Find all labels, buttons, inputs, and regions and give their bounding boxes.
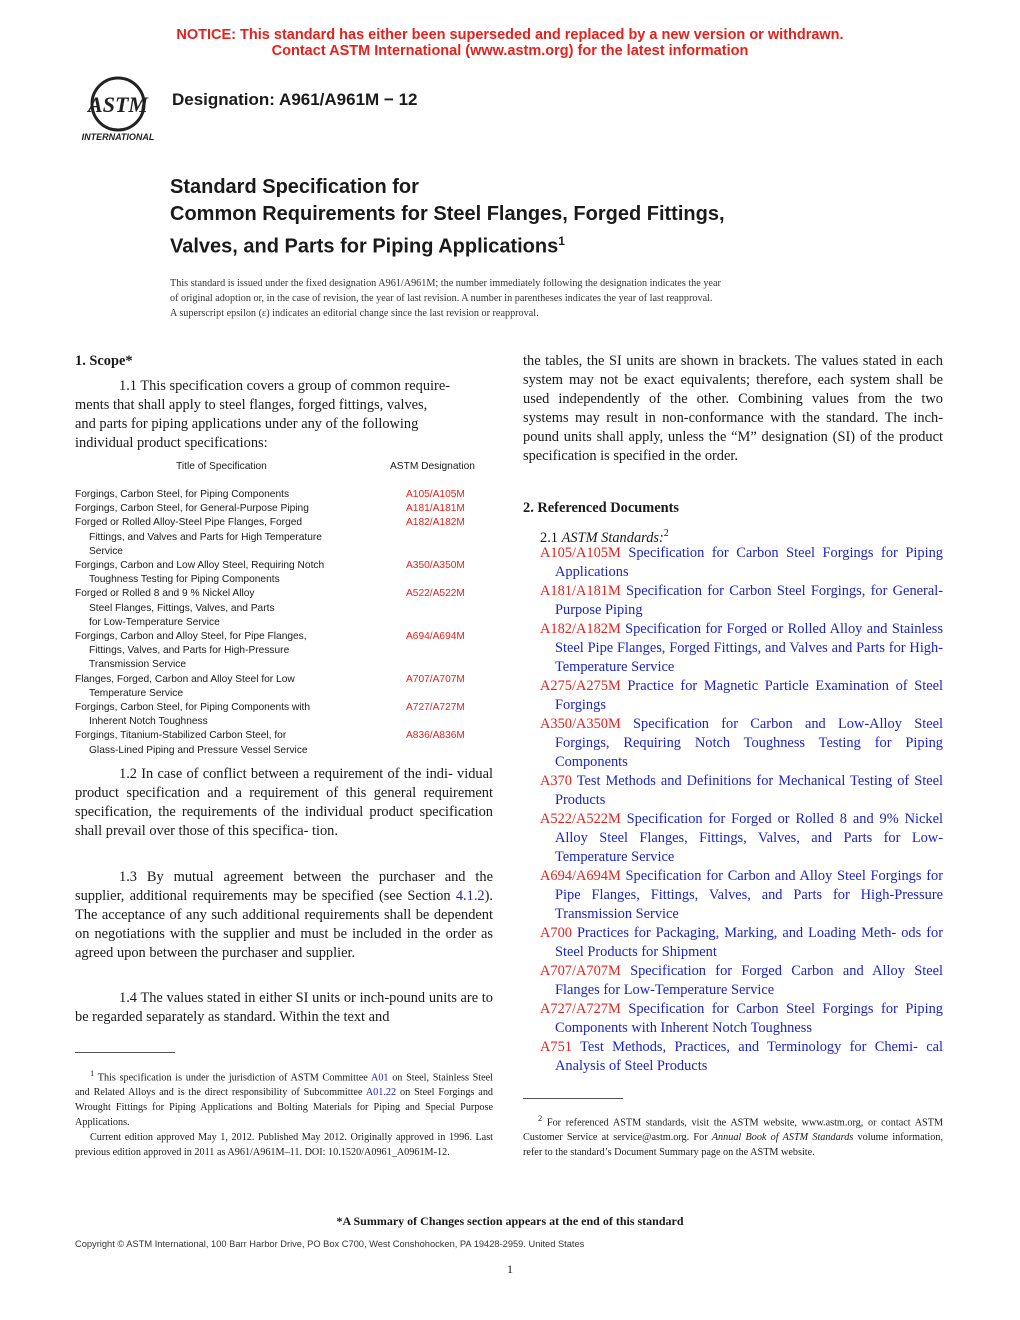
spec-title-line: Steel Flanges, Fittings, Valves, and Parts	[89, 602, 275, 614]
standard-title-link[interactable]: Practices for Packaging, Marking, and Loading Meth- ods for Steel Products for Shipment	[555, 925, 943, 960]
standard-title-link[interactable]: Specification for Carbon and Alloy Steel Forgings for Pipe Flanges, Fittings, Valves, and Parts for High-Pressure Transmission Service	[555, 868, 943, 922]
spec-title-line: Inherent Notch Toughness	[89, 716, 208, 728]
standard-title-link[interactable]: Specification for Carbon Steel Forgings for Piping Applications	[555, 545, 943, 580]
spec-designation-link[interactable]: A836/A836M	[406, 730, 465, 742]
spec-designation-link[interactable]: A105/A105M	[406, 489, 465, 500]
title-line-3-text: Valves, and Parts for Piping Applications	[170, 235, 559, 258]
notice-line-1: NOTICE: This standard has either been superseded and replaced by a new version or withdrawn.	[176, 27, 844, 43]
spec-designation-link[interactable]: A522/A522M	[406, 588, 465, 600]
footnote-divider-left	[75, 1052, 175, 1053]
committee-a01-link[interactable]: A01	[370, 1072, 389, 1084]
notice-line-2: Contact ASTM International (www.astm.org) for the latest information	[271, 43, 749, 59]
astm-logo	[72, 74, 164, 146]
scope-1-1-line-4: individual product specifications:	[75, 435, 268, 451]
designation: Designation: A961/A961M − 12	[172, 90, 418, 109]
spec-title-line: Forgings, Carbon and Low Alloy Steel, Requiring Notch	[75, 560, 325, 572]
footnote-2-part-b: volume information, refer to the standard’s Document Summary page on the ASTM website.	[523, 1132, 943, 1159]
spec-title-line: Forgings, Carbon Steel, for General-Purpose Piping	[75, 503, 309, 515]
spec-designation-link[interactable]: A350/A350M	[406, 560, 465, 572]
standard-code-link[interactable]: A694/A694M	[540, 868, 621, 884]
scope-1-2	[75, 765, 493, 841]
standard-code-link[interactable]: A105/A105M	[540, 545, 621, 561]
title-line-1: Standard Specification for	[170, 176, 419, 198]
spec-title-line: Flanges, Forged, Carbon and Alloy Steel for Low	[75, 673, 295, 685]
footnote-1-part-c: on Steel Forgings and Wrought Fittings for Piping Applications and Bolting Materials for Piping and Special Purpose Applications.	[75, 1087, 494, 1129]
footnote-1-para-1	[75, 1066, 493, 1130]
svg-text:INTERNATIONAL: INTERNATIONAL	[81, 132, 155, 142]
referenced-document	[540, 1000, 943, 1038]
table-row	[75, 488, 493, 502]
footnote-2-italic: Annual Book of ASTM Standards	[711, 1132, 854, 1144]
scope-1-2-text: 1.2 In case of conflict between a requirement of the indi- vidual product specification and a requirement of this general requirement specification, the requirements of the individual product specification shall prevail over those of this specifica- tion.	[75, 766, 493, 839]
spec-title	[75, 587, 375, 630]
table-row	[75, 559, 493, 587]
standard-code-link[interactable]: A727/A727M	[540, 1001, 621, 1017]
standard-title-link[interactable]: Specification for Forged or Rolled 8 and 9% Nickel Alloy Steel Flanges, Fittings, Valves, and Parts for Low-Temperature Service	[555, 811, 943, 865]
standard-code-link[interactable]: A275/A275M	[540, 678, 621, 694]
referenced-document	[540, 924, 943, 962]
spec-title-line: Transmission Service	[89, 659, 186, 671]
subheading-label: ASTM Standards:	[561, 529, 664, 546]
spec-designation-link[interactable]: A181/A181M	[406, 503, 465, 515]
issuance-line-3: A superscript epsilon (ε) indicates an editorial change since the last revision or reapproval.	[170, 308, 539, 319]
standard-code-link[interactable]: A182/A182M	[540, 621, 621, 637]
scope-1-3-part-b: ). The acceptance of any such additional requirements shall be dependent on negotiations with the supplier and must be included in the order as agreed upon between the purchaser and supplier.	[75, 888, 493, 961]
issuance-line-2: of original adoption or, in the case of revision, the year of last revision. A number in parentheses indicates the year of last reapproval.	[170, 293, 713, 304]
standard-title-link[interactable]: Test Methods and Definitions for Mechanical Testing of Steel Products	[555, 773, 943, 808]
spec-title	[75, 559, 375, 587]
footnote-2-part-a: For referenced ASTM standards, visit the ASTM website, www.astm.org, or contact ASTM Customer Service at service@astm.org. For	[523, 1117, 943, 1144]
referenced-document	[540, 867, 943, 924]
scope-1-3-text	[75, 868, 493, 963]
spec-title-line: Forged or Rolled 8 and 9 % Nickel Alloy	[75, 588, 255, 600]
standard-code-link[interactable]: A522/A522M	[540, 811, 621, 827]
footnote-2	[523, 1111, 943, 1160]
spec-designation-link[interactable]: A707/A707M	[406, 673, 465, 685]
spec-title	[75, 516, 375, 559]
referenced-documents-heading: 2. Referenced Documents	[523, 500, 679, 516]
spec-title	[75, 673, 375, 701]
spec-title-line: Toughness Testing for Piping Components	[89, 574, 280, 586]
spec-title-line: Glass-Lined Piping and Pressure Vessel Service	[89, 744, 308, 756]
standard-title-link[interactable]: Specification for Carbon and Low-Alloy Steel Forgings, Requiring Notch Toughness Testing for Piping Components	[555, 716, 943, 770]
scope-1-4-continued-text: the tables, the SI units are shown in brackets. The values stated in each system may not be exact equivalents; therefore, each system shall be used independently of the other. Combining values from the two systems may result in non-conformance with the standard. The inch-pound units shall apply, unless the “M” designation (SI) of the product specification is specified in the order.	[523, 353, 943, 464]
issuance-line-1: This standard is issued under the fixed designation A961/A961M; the number immediately following the designation indicates the year	[170, 278, 721, 289]
scope-1-4	[75, 989, 493, 1027]
spec-designation-link[interactable]: A727/A727M	[406, 702, 465, 714]
spec-title-line: Fittings, and Valves and Parts for High Temperature	[89, 531, 322, 543]
spec-title-line: for Low-Temperature Service	[89, 616, 220, 628]
subcommittee-a01-22-link[interactable]: A01.22	[365, 1087, 397, 1099]
footnote-1-mark: 1	[90, 1068, 95, 1078]
table-row	[75, 502, 493, 516]
astm-logo-icon	[72, 74, 164, 146]
footnote-2-mark: 2	[538, 1113, 543, 1123]
spec-title	[75, 502, 375, 516]
referenced-document	[540, 582, 943, 620]
spec-title-line: Forgings, Carbon Steel, for Piping Components with	[75, 702, 310, 714]
issuance-note	[170, 276, 860, 321]
standard-title-link[interactable]: Specification for Forged or Rolled Alloy and Stainless Steel Pipe Flanges, Forged Fittings, and Valves and Parts for High-Temperature Service	[555, 621, 943, 675]
scope-1-4-continued	[523, 352, 943, 466]
spec-title-line: Forged or Rolled Alloy-Steel Pipe Flanges, Forged	[75, 517, 303, 529]
title-footnote-mark: 1	[558, 234, 565, 248]
standard-code-link[interactable]: A181/A181M	[540, 583, 621, 599]
specification-table	[75, 460, 493, 758]
standard-code-link[interactable]: A751	[540, 1039, 572, 1055]
header-astm-designation: ASTM Designation	[390, 461, 475, 472]
spec-title	[75, 729, 375, 757]
title-line-2: Common Requirements for Steel Flanges, Forged Fittings,	[170, 203, 725, 225]
referenced-document	[540, 620, 943, 677]
standard-title-link[interactable]: Specification for Forged Carbon and Alloy Steel Flanges for Low-Temperature Service	[555, 963, 943, 998]
scope-1-1-line-3: and parts for piping applications under any of the following	[75, 416, 419, 432]
scope-1-1	[75, 377, 493, 453]
spec-title-line: Service	[89, 545, 123, 557]
standard-title-link[interactable]: Test Methods, Practices, and Terminology for Chemi- cal Analysis of Steel Products	[555, 1039, 943, 1074]
standard-code-link[interactable]: A370	[540, 773, 572, 789]
scope-1-1-line-1: 1.1 This specification covers a group of common require-	[119, 378, 451, 394]
standard-title-link[interactable]: Specification for Carbon Steel Forgings, for General-Purpose Piping	[555, 583, 943, 618]
standard-title-link[interactable]: Specification for Carbon Steel Forgings for Piping Components with Inherent Notch Toughness	[555, 1001, 943, 1036]
standard-code-link[interactable]: A707/A707M	[540, 963, 621, 979]
table-row	[75, 516, 493, 559]
title-line-3	[170, 228, 725, 261]
scope-heading: 1. Scope*	[75, 353, 133, 369]
standard-code-link[interactable]: A700	[540, 925, 572, 941]
footnote-2-text	[523, 1111, 943, 1160]
referenced-document	[540, 772, 943, 810]
table-row	[75, 701, 493, 729]
scope-1-1-line-2: ments that shall apply to steel flanges, forged fittings, valves,	[75, 397, 428, 413]
svg-text:ASTM: ASTM	[88, 92, 148, 117]
spec-title-line: Temperature Service	[89, 687, 183, 699]
table-row	[75, 729, 493, 757]
spec-designation-link[interactable]: A182/A182M	[406, 517, 465, 529]
scope-1-3	[75, 868, 493, 963]
spec-designation-link[interactable]: A694/A694M	[406, 631, 465, 643]
spec-title-line: Forgings, Carbon Steel, for Piping Components	[75, 489, 290, 500]
referenced-document	[540, 1038, 943, 1076]
table-row	[75, 587, 493, 630]
standard-code-link[interactable]: A350/A350M	[540, 716, 621, 732]
spec-title-line: Forgings, Titanium-Stabilized Carbon Steel, for	[75, 730, 287, 742]
referenced-document	[540, 810, 943, 867]
spec-title-line: Forgings, Carbon and Alloy Steel, for Pipe Flanges,	[75, 631, 307, 643]
referenced-documents-list	[540, 544, 943, 1076]
section-4-1-2-link[interactable]: 4.1.2	[455, 888, 485, 904]
table-row	[75, 673, 493, 701]
standard-title-link[interactable]: Practice for Magnetic Particle Examination of Steel Forgings	[555, 678, 943, 713]
referenced-document	[540, 544, 943, 582]
footnote-2-reference: 2	[663, 528, 669, 539]
footnote-divider-right	[523, 1098, 623, 1099]
table-header	[75, 460, 493, 488]
footnote-1-part-b: on Steel, Stainless Steel and Related Alloys and is the direct responsibility of Subcommittee	[75, 1072, 493, 1099]
spec-title	[75, 630, 375, 673]
referenced-document	[540, 962, 943, 1000]
referenced-document	[540, 677, 943, 715]
table-body	[75, 488, 493, 758]
spec-title	[75, 488, 375, 502]
summary-of-changes-note: *A Summary of Changes section appears at the end of this standard	[336, 1214, 684, 1228]
scope-1-4-text: 1.4 The values stated in either SI units or inch-pound units are to be regarded separately as standard. Within the text and	[75, 990, 493, 1025]
document-title	[170, 174, 725, 261]
footnote-1	[75, 1066, 493, 1160]
footnote-1-para-2: Current edition approved May 1, 2012. Published May 2012. Originally approved in 1996. Last previous edition approved in 2011 as A961/A961M–11. DOI: 10.1520/A0961_A0961M-12.	[75, 1132, 493, 1159]
subheading-number: 2.1	[540, 529, 562, 546]
spec-title-line: Fittings, Valves, and Parts for High-Pressure	[89, 645, 290, 657]
referenced-document	[540, 715, 943, 772]
scope-1-3-part-a: 1.3 By mutual agreement between the purchaser and the supplier, additional requirements may be specified (see Section	[75, 869, 493, 904]
footnote-1-part-a: This specification is under the jurisdiction of ASTM Committee	[94, 1072, 371, 1084]
table-row	[75, 630, 493, 673]
copyright: Copyright © ASTM International, 100 Barr Harbor Drive, PO Box C700, West Conshohocken, PA 19428-2959. United States	[75, 1239, 585, 1249]
page-number: 1	[507, 1262, 513, 1276]
header-title-of-specification: Title of Specification	[176, 461, 267, 472]
spec-title	[75, 701, 375, 729]
